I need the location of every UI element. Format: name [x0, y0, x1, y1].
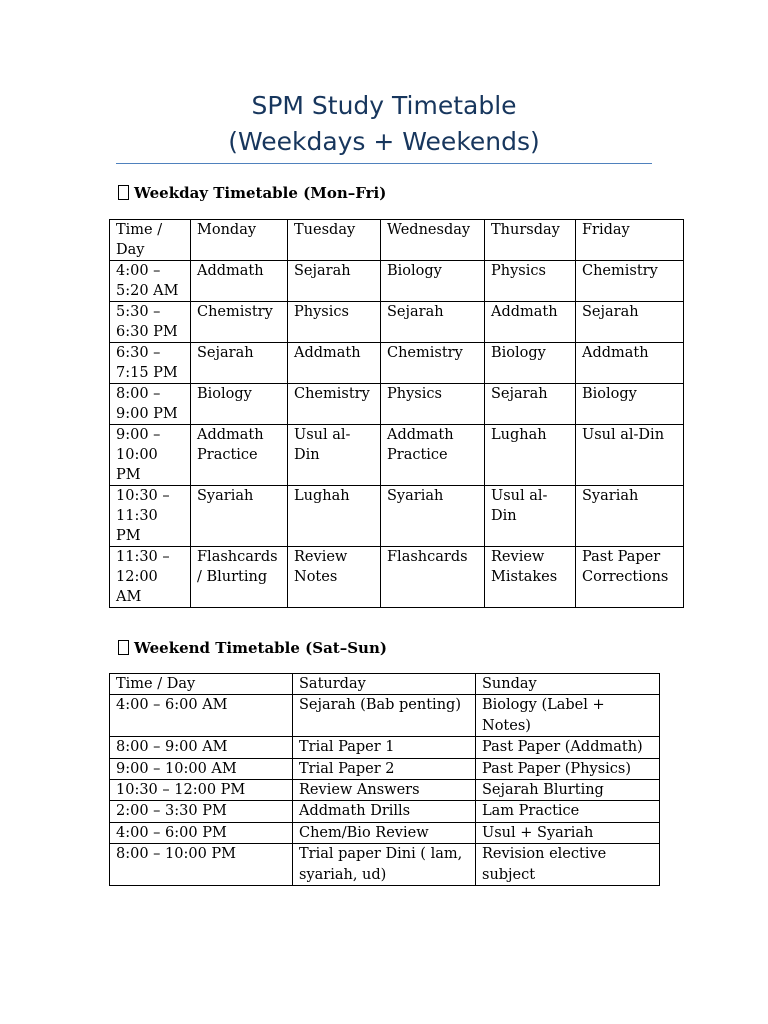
- table-row: [110, 547, 684, 608]
- table-cell: Addmath Practice: [381, 425, 485, 486]
- table-cell: Review Notes: [288, 547, 381, 608]
- table-cell: Biology (Label + Notes): [476, 695, 660, 737]
- table-row: [110, 844, 660, 886]
- table-cell: 4:00 – 6:00 PM: [110, 822, 293, 843]
- table-cell: Sejarah: [485, 384, 576, 425]
- table-cell: 6:30 – 7:15 PM: [110, 343, 191, 384]
- table-row: [110, 302, 684, 343]
- table-cell: 8:00 – 10:00 PM: [110, 844, 293, 886]
- table-cell: Trial Paper 2: [293, 758, 476, 779]
- table-cell: Addmath: [485, 302, 576, 343]
- table-cell: 8:00 – 9:00 AM: [110, 737, 293, 758]
- table-cell: Usul al-Din: [576, 425, 684, 486]
- table-cell: Sejarah: [288, 261, 381, 302]
- table-cell: Syariah: [191, 486, 288, 547]
- table-cell: Past Paper (Addmath): [476, 737, 660, 758]
- table-cell: 4:00 – 6:00 AM: [110, 695, 293, 737]
- table-cell: Addmath: [288, 343, 381, 384]
- table-cell: Past Paper Corrections: [576, 547, 684, 608]
- table-row: [110, 780, 660, 801]
- table-row: [110, 343, 684, 384]
- weekend-heading: [118, 638, 387, 658]
- table-cell: Usul al-Din: [288, 425, 381, 486]
- missing-glyph-box-icon: [118, 640, 129, 655]
- table-cell: Addmath Practice: [191, 425, 288, 486]
- column-header: Saturday: [293, 674, 476, 695]
- table-row: [110, 261, 684, 302]
- table-cell: Biology: [485, 343, 576, 384]
- column-header: Sunday: [476, 674, 660, 695]
- column-header: Thursday: [485, 220, 576, 261]
- table-cell: Sejarah Blurting: [476, 780, 660, 801]
- table-cell: Addmath Drills: [293, 801, 476, 822]
- table-cell: Physics: [288, 302, 381, 343]
- table-cell: 2:00 – 3:30 PM: [110, 801, 293, 822]
- table-row: [110, 695, 660, 737]
- table-cell: Past Paper (Physics): [476, 758, 660, 779]
- table-row: [110, 486, 684, 547]
- table-cell: 5:30 – 6:30 PM: [110, 302, 191, 343]
- weekend-heading-text: Weekend Timetable (Sat–Sun): [134, 639, 387, 657]
- table-cell: Trial paper Dini ( lam, syariah, ud): [293, 844, 476, 886]
- table-cell: Syariah: [576, 486, 684, 547]
- table-row: [110, 737, 660, 758]
- table-cell: Review Answers: [293, 780, 476, 801]
- table-cell: Physics: [381, 384, 485, 425]
- table-cell: Sejarah: [191, 343, 288, 384]
- table-cell: Sejarah (Bab penting): [293, 695, 476, 737]
- column-header: Friday: [576, 220, 684, 261]
- table-cell: 10:30 – 12:00 PM: [110, 780, 293, 801]
- header-row: [110, 674, 660, 695]
- table-cell: Lughah: [288, 486, 381, 547]
- weekday-heading-text: Weekday Timetable (Mon–Fri): [134, 184, 387, 202]
- table-cell: Trial Paper 1: [293, 737, 476, 758]
- weekend-table: [109, 673, 660, 886]
- table-cell: Flashcards / Blurting: [191, 547, 288, 608]
- table-cell: Chemistry: [191, 302, 288, 343]
- table-cell: Revision elective subject: [476, 844, 660, 886]
- table-row: [110, 758, 660, 779]
- table-cell: Chemistry: [288, 384, 381, 425]
- table-cell: Sejarah: [576, 302, 684, 343]
- column-header: Time / Day: [110, 674, 293, 695]
- weekend-table-body: [110, 674, 660, 886]
- table-cell: Review Mistakes: [485, 547, 576, 608]
- table-cell: Syariah: [381, 486, 485, 547]
- table-cell: Physics: [485, 261, 576, 302]
- table-cell: Chemistry: [576, 261, 684, 302]
- column-header: Wednesday: [381, 220, 485, 261]
- table-row: [110, 425, 684, 486]
- title-line-2: (Weekdays + Weekends): [228, 127, 540, 156]
- table-row: [110, 822, 660, 843]
- table-cell: 9:00 – 10:00 PM: [110, 425, 191, 486]
- table-cell: Chem/Bio Review: [293, 822, 476, 843]
- table-row: [110, 801, 660, 822]
- table-row: [110, 384, 684, 425]
- table-cell: Usul al-Din: [485, 486, 576, 547]
- table-cell: Lughah: [485, 425, 576, 486]
- document-title: [0, 88, 768, 160]
- table-cell: Usul + Syariah: [476, 822, 660, 843]
- table-cell: Lam Practice: [476, 801, 660, 822]
- header-row: [110, 220, 684, 261]
- table-cell: 10:30 – 11:30 PM: [110, 486, 191, 547]
- table-cell: Addmath: [576, 343, 684, 384]
- column-header: Tuesday: [288, 220, 381, 261]
- weekday-table-body: [110, 220, 684, 608]
- table-cell: 9:00 – 10:00 AM: [110, 758, 293, 779]
- missing-glyph-box-icon: [118, 185, 129, 200]
- table-cell: Biology: [191, 384, 288, 425]
- column-header: Monday: [191, 220, 288, 261]
- table-cell: 8:00 – 9:00 PM: [110, 384, 191, 425]
- table-cell: Addmath: [191, 261, 288, 302]
- title-line-1: SPM Study Timetable: [251, 91, 517, 120]
- table-cell: Chemistry: [381, 343, 485, 384]
- table-cell: 11:30 – 12:00 AM: [110, 547, 191, 608]
- table-cell: Sejarah: [381, 302, 485, 343]
- table-cell: Biology: [576, 384, 684, 425]
- weekday-table: [109, 219, 684, 608]
- column-header: Time / Day: [110, 220, 191, 261]
- table-cell: Biology: [381, 261, 485, 302]
- table-cell: 4:00 – 5:20 AM: [110, 261, 191, 302]
- table-cell: Flashcards: [381, 547, 485, 608]
- title-underline: [116, 163, 652, 164]
- weekday-heading: [118, 183, 386, 203]
